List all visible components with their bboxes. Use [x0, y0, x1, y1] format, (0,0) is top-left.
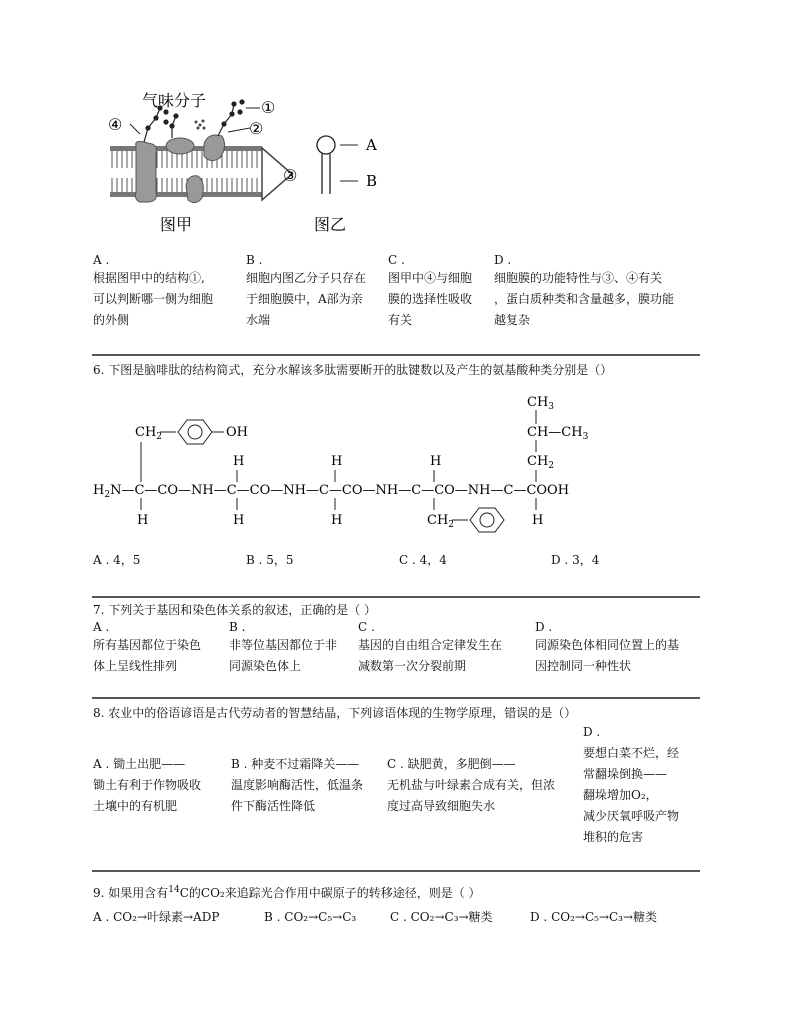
- h-atom: H: [331, 454, 343, 469]
- q9-option-c[interactable]: C . CO₂→C₃→糖类: [390, 910, 493, 924]
- q7-option-b[interactable]: B . 非等位基因都位于非 同源染色体上: [229, 620, 338, 673]
- q8-option-b[interactable]: B . 种麦不过霜降关—— 温度影响酶活性，低温条 件下酶活性降低: [231, 757, 364, 813]
- q8-option-c[interactable]: C . 缺肥黄，多肥倒—— 无机盐与叶绿素合成有关，但浓 度过高导致细胞失水: [387, 757, 556, 813]
- h-atom: H: [233, 513, 245, 528]
- membrane-figure: [100, 88, 400, 238]
- transmembrane-protein: [136, 142, 157, 203]
- q9-option-b[interactable]: B . CO₂→C₅→C₃: [264, 910, 357, 924]
- q7-option-a[interactable]: A . 所有基因都位于染色 体上呈线性排列: [93, 620, 202, 673]
- h-atom: H: [532, 513, 544, 528]
- q9-option-d[interactable]: D . CO₂→C₅→C₃→糖类: [530, 910, 658, 924]
- option-letter: C .: [388, 253, 405, 267]
- h-atom: H: [233, 454, 245, 469]
- ch2-tyr: $CH_2$: [135, 425, 163, 442]
- marker-2: ②: [249, 119, 264, 138]
- option-letter: B .: [246, 253, 263, 267]
- q9-stem: 9. 如果用含有$^{14}$C的CO₂来追踪光合作用中碳原子的转移途径，则是（ ）: [93, 885, 481, 900]
- separator: [92, 354, 700, 356]
- q5-option-d[interactable]: D . 细胞膜的功能特性与③、④有关 ，蛋白质种类和含量越多，膜功能 越复杂: [494, 253, 675, 327]
- marker-4: ④: [108, 115, 123, 134]
- surface-protein: [166, 138, 194, 154]
- separator: [92, 596, 700, 598]
- q8-stem: 8. 农业中的俗语谚语是古代劳动者的智慧结晶，下列谚语体现的生物学原理，错误的是（）: [93, 706, 577, 720]
- caption-right: 图乙: [314, 215, 347, 234]
- option-letter: A .: [93, 253, 110, 267]
- h-atom: H: [430, 454, 442, 469]
- marker-3: ③: [283, 166, 298, 185]
- h-atom: H: [331, 513, 343, 528]
- peptide-svg: [90, 388, 610, 538]
- q9-option-a[interactable]: A . CO₂→叶绿素→ADP: [93, 910, 220, 924]
- peptide-structure: [90, 388, 610, 538]
- h-atom: H: [137, 513, 149, 528]
- benzene-ring-inner: [480, 513, 494, 527]
- label-b: B: [366, 172, 378, 190]
- benzene-ring-inner: [188, 425, 202, 439]
- benzene-ring-tyr: [178, 420, 212, 444]
- q6-option-c[interactable]: C . 4，4: [399, 553, 447, 567]
- phospholipid-tails: [322, 154, 330, 194]
- q7-option-c[interactable]: C . 基因的自由组合定律发生在 减数第一次分裂前期: [358, 620, 503, 673]
- option-letter: D .: [494, 253, 512, 267]
- phospholipid-head: [317, 136, 335, 154]
- q6-option-d[interactable]: D . 3，4: [551, 553, 600, 567]
- separator: [92, 870, 700, 872]
- surface-protein-2: [204, 135, 225, 161]
- odor-molecules: [195, 120, 206, 130]
- leader-line-4: [130, 124, 140, 134]
- separator: [92, 697, 700, 699]
- inner-protein: [186, 176, 203, 203]
- q6-option-a[interactable]: A . 4，5: [93, 553, 141, 567]
- q7-stem: 7. 下列关于基因和染色体关系的叙述，正确的是（ ）: [93, 603, 377, 617]
- caption-left: 图甲: [160, 215, 193, 234]
- q5-option-b[interactable]: B . 细胞内图乙分子只存在 于细胞膜中，A部为亲 水端: [246, 253, 367, 327]
- ch2-phe: $CH_2$: [427, 513, 455, 530]
- q6-option-b[interactable]: B . 5，5: [246, 553, 294, 567]
- ch-ch3: $CH—CH_3$: [527, 425, 589, 442]
- ch3-top: $CH_3$: [527, 395, 555, 412]
- backbone: $H_2N—C—CO—NH—C—CO—NH—C—CO—NH—C—CO—NH—C—COOH$: [93, 483, 570, 500]
- label-a: A: [366, 136, 377, 154]
- q8-option-a[interactable]: A . 锄土出肥—— 锄土有利于作物吸收 土壤中的有机肥: [93, 757, 202, 813]
- benzene-ring-phe: [470, 508, 504, 532]
- membrane-diagram: [100, 88, 400, 238]
- q5-option-c[interactable]: C . 图甲中④与细胞 膜的选择性吸收 有关: [388, 253, 473, 327]
- odor-label: 气味分子: [142, 91, 207, 110]
- q8-option-d[interactable]: D . 要想白菜不烂，经 常翻垛倒换—— 翻垛增加O₂， 减少厌氧呼吸产物 堆积的危害: [583, 725, 680, 844]
- q7-option-d[interactable]: D . 同源染色体相同位置上的基 因控制同一种性状: [535, 620, 680, 673]
- q6-stem: 6. 下图是脑啡肽的结构简式，充分水解该多肽需要断开的肽键数以及产生的氨基酸种类分别是（）: [93, 363, 613, 377]
- leader-line-2: [228, 128, 250, 132]
- q5-option-a[interactable]: A . 根据图甲中的结构①, 可以判断哪一侧为细胞 的外侧: [93, 253, 214, 327]
- oh-group: OH: [226, 425, 248, 440]
- marker-1: ①: [261, 98, 276, 117]
- ch2-leu: $CH_2$: [527, 454, 555, 471]
